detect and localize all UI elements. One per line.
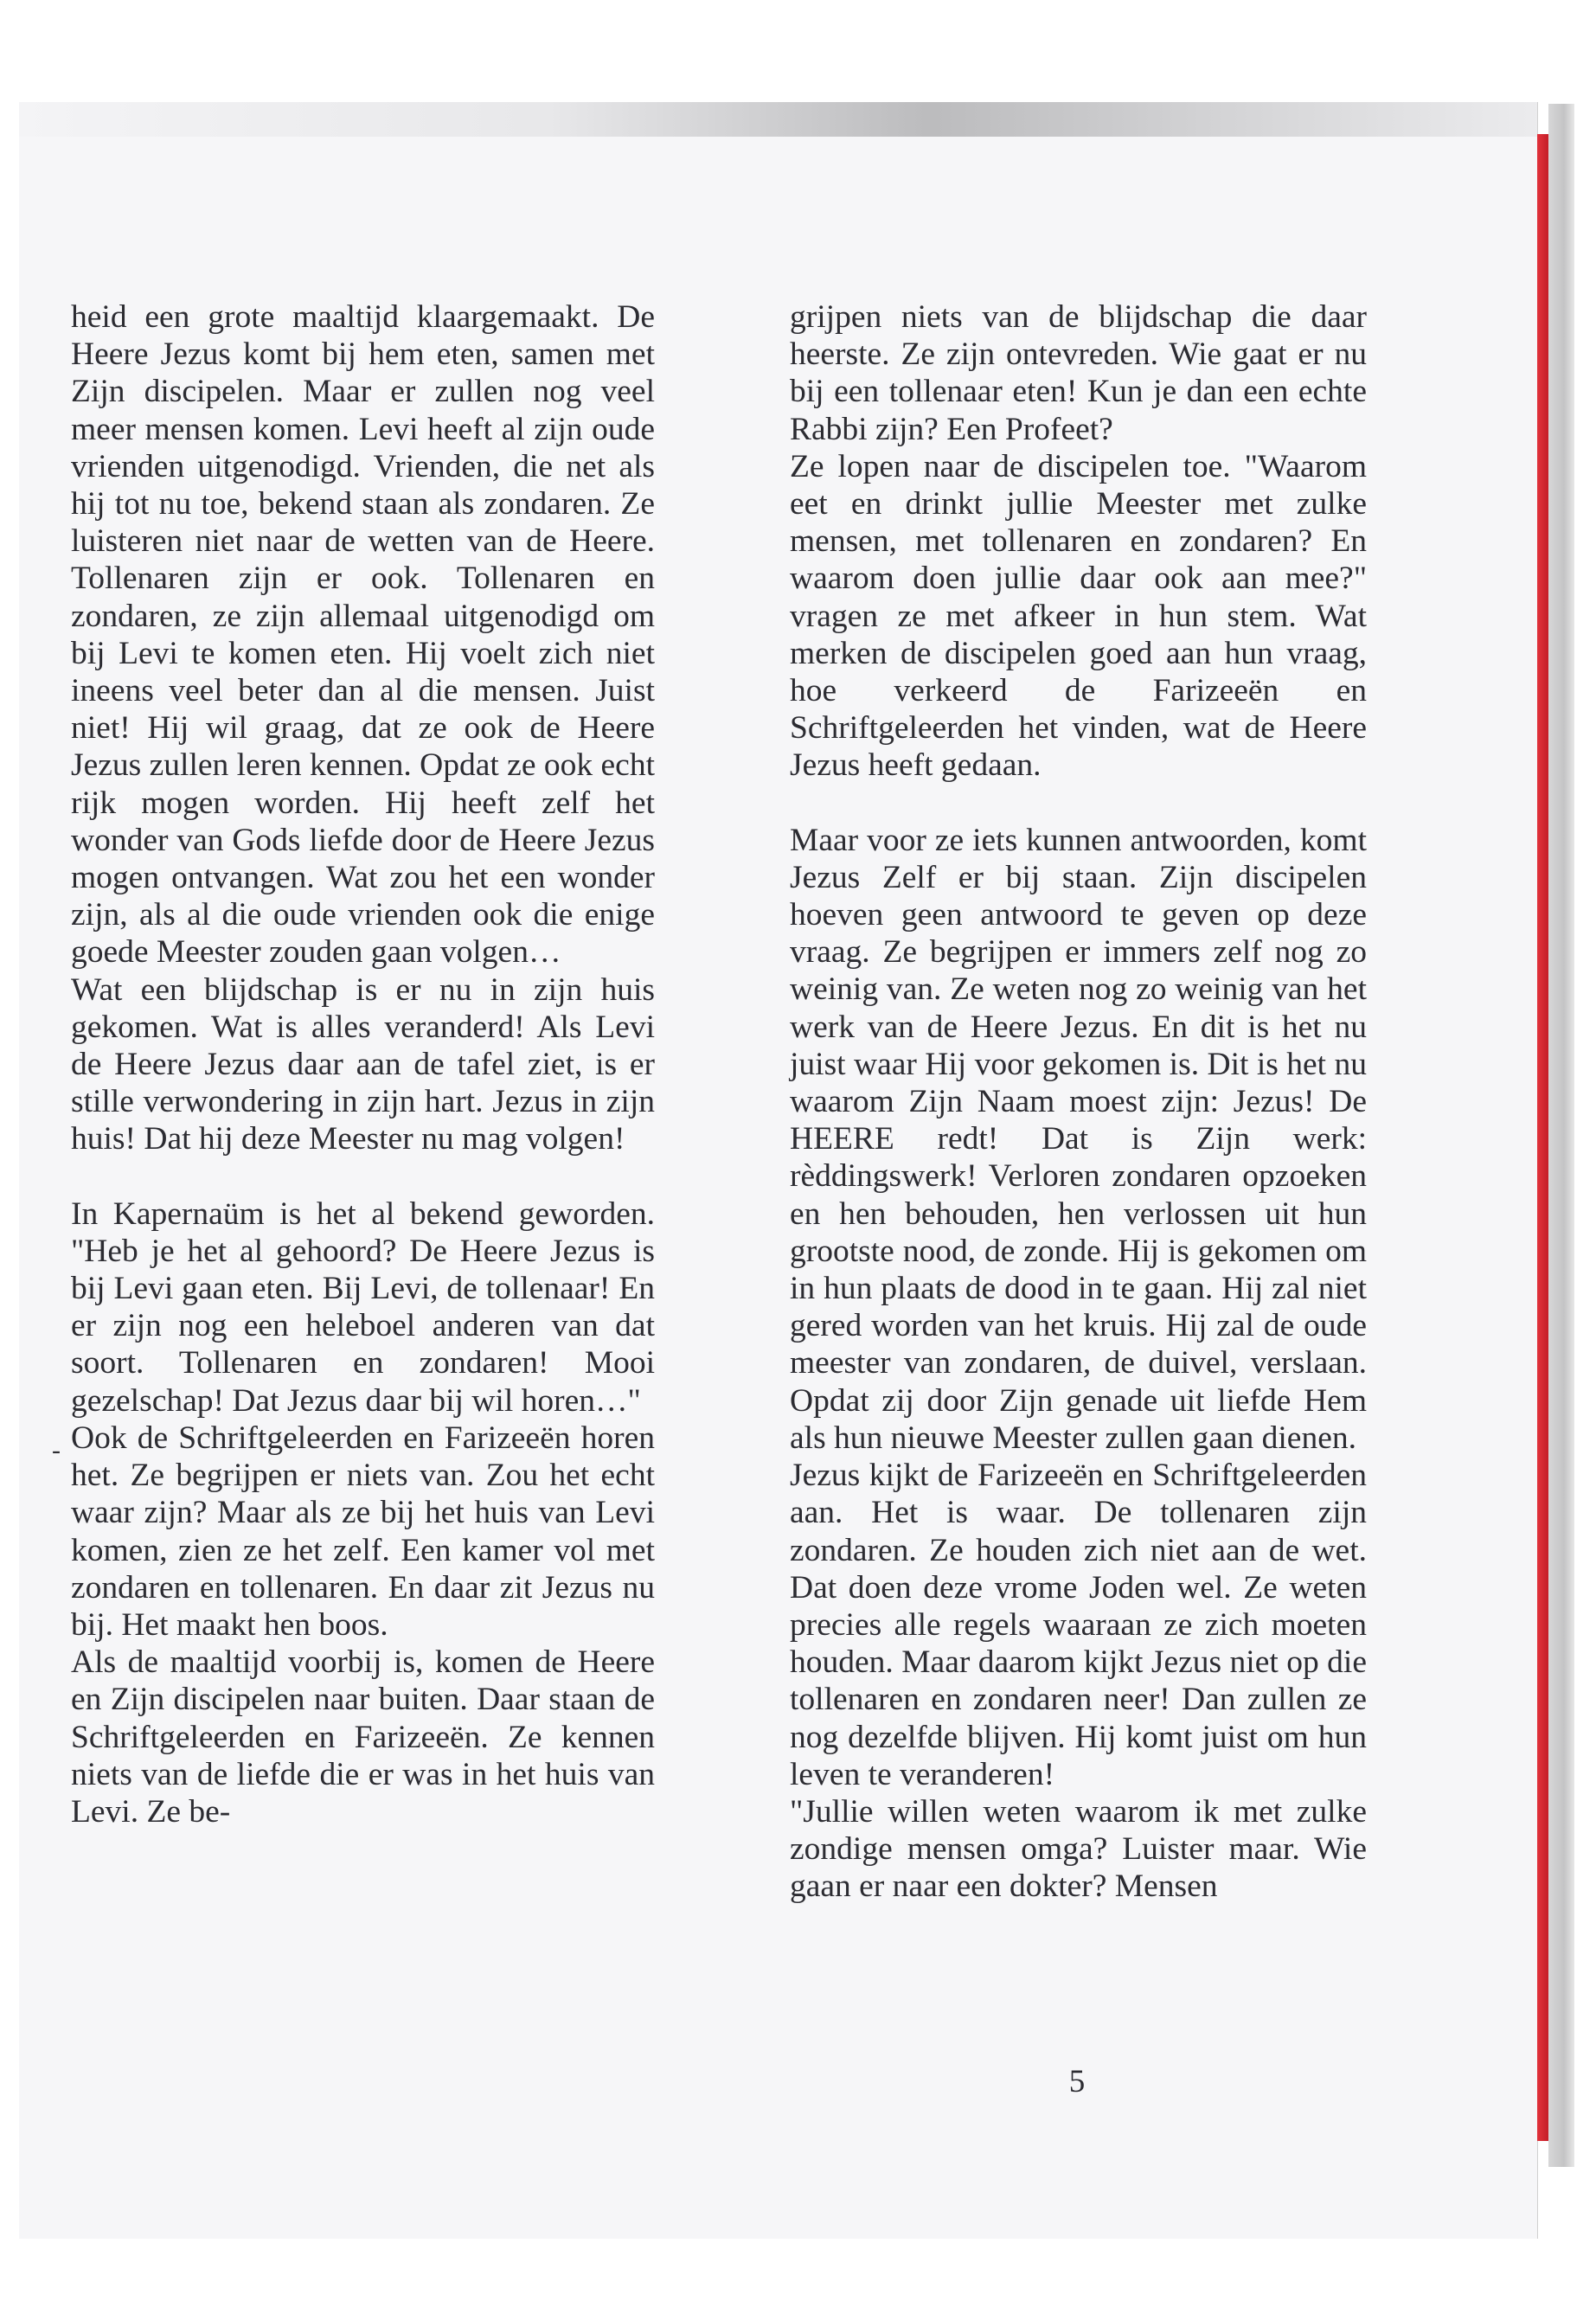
left-paragraph-1: heid een grote maaltijd klaargemaakt. De Heere Jezus komt bij hem eten, samen met Zijn discipelen. Maar er zullen nog veel meer mensen komen. Levi heeft al zijn oude vrienden uitgenodigd. Vrienden, die net als hij tot nu toe, bekend staan als zondaren. Ze luisteren niet naar de wetten van de Heere. Tollenaren zijn er ook. Tollenaren en zondaren, ze zijn allemaal uitgenodigd om bij Levi te komen eten. Hij voelt zich niet ineens veel beter dan al die mensen. Juist niet! Hij wil graag, dat ze ook de Heere Jezus zullen leren kennen. Opdat ze ook echt rijk mogen worden. Hij heeft zelf het wonder van Gods liefde door de Heere Jezus mogen ontvangen. Wat zou het een wonder zijn, als al die oude vrienden ook die enige goede Meester zouden gaan volgen… <box>71 299 655 971</box>
left-paragraph-5: Als de maaltijd voorbij is, komen de Heere en Zijn discipelen naar buiten. Daar staan de Schriftgeleerden en Farizeeën. Ze kennen niets van de liefde die er was in het huis van Levi. Ze be- <box>71 1644 655 1830</box>
page-number: 5 <box>1068 2064 1086 2099</box>
right-paragraph-1: grijpen niets van de blijdschap die daar heerste. Ze zijn ontevreden. Wie gaat er nu bij een tollenaar eten! Kun je dan een echte Rabbi zijn? Een Profeet? <box>790 299 1367 447</box>
left-paragraph-3: In Kapernaüm is het al bekend geworden. "Heb je het al gehoord? De Heere Jezus is bij Levi gaan eten. Bij Levi, de tollenaar! En er zijn nog een heleboel anderen van dat soort. Tollenaren en zondaren! Mooi gezelschap! Dat Jezus daar bij wil horen…" <box>71 1195 655 1419</box>
right-paragraph-2: Ze lopen naar de discipelen toe. "Waarom eet en drinkt jullie Meester met zulke mensen, met tollenaren en zondaren? En waarom doen jullie daar ook aan mee?" vragen ze met afkeer in hun stem. Wat merken de discipelen goed aan hun vraag, hoe verkeerd de Farizeeën en Schriftgeleerden het vinden, wat de Heere Jezus heeft gedaan. <box>790 448 1367 784</box>
left-column <box>71 298 655 1830</box>
right-paragraph-4: Jezus kijkt de Farizeeën en Schriftgeleerden aan. Het is waar. De tollenaren zijn zondaren. Ze houden zich niet aan de wet. Dat doen deze vrome Joden wel. Ze weten precies alle regels waaraan ze zich moeten houden. Maar daarom kijkt Jezus niet op die tollenaren en zondaren neer! Dan zullen ze nog dezelfde blijven. Hij komt juist om hun leven te veranderen! <box>790 1458 1367 1792</box>
margin-mark: - <box>52 1436 61 1465</box>
right-paragraph-5: "Jullie willen weten waarom ik met zulke zondige mensen omga? Luister maar. Wie gaan er naar een dokter? Mensen <box>790 1793 1367 1905</box>
right-paragraph-3: Maar voor ze iets kunnen antwoorden, komt Jezus Zelf er bij staan. Zijn discipelen hoeven geen antwoord te geven op deze vraag. Ze begrijpen er immers zelf nog zo weinig van. Ze weten nog zo weinig van het werk van de Heere Jezus. En dit is het nu juist waar Hij voor gekomen is. Dit is het nu waarom Zijn Naam moest zijn: Jezus! De HEERE redt! Dat is Zijn werk: rèddingswerk! Verloren zondaren opzoeken en hen behouden, hen verlossen uit hun grootste nood, de zonde. Hij is gekomen om in hun plaats de dood in te gaan. Hij zal niet gered worden van het kruis. Hij zal de oude meester van zondaren, de duivel, verslaan. Opdat zij door Zijn genade uit liefde Hem als hun nieuwe Meester zullen gaan dienen. <box>790 822 1367 1456</box>
left-paragraph-2: Wat een blijdschap is er nu in zijn huis gekomen. Wat is alles veranderd! Als Levi de Heere Jezus daar aan de tafel ziet, is er stille verwondering in zijn hart. Jezus in zijn huis! Dat hij deze Meester nu mag volgen! <box>71 971 655 1157</box>
book-binding-red <box>1537 134 1548 2141</box>
right-column <box>790 298 1367 1906</box>
page-top-edge <box>19 102 1537 137</box>
book-binding-edge <box>1548 104 1574 2167</box>
left-paragraph-4: Ook de Schriftgeleerden en Farizeeën horen het. Ze begrijpen er niets van. Zou het echt waar zijn? Maar als ze bij het huis van Levi komen, zien ze het zelf. Een kamer vol met zondaren en tollenaren. En daar zit Jezus nu bij. Het maakt hen boos. <box>71 1420 655 1643</box>
